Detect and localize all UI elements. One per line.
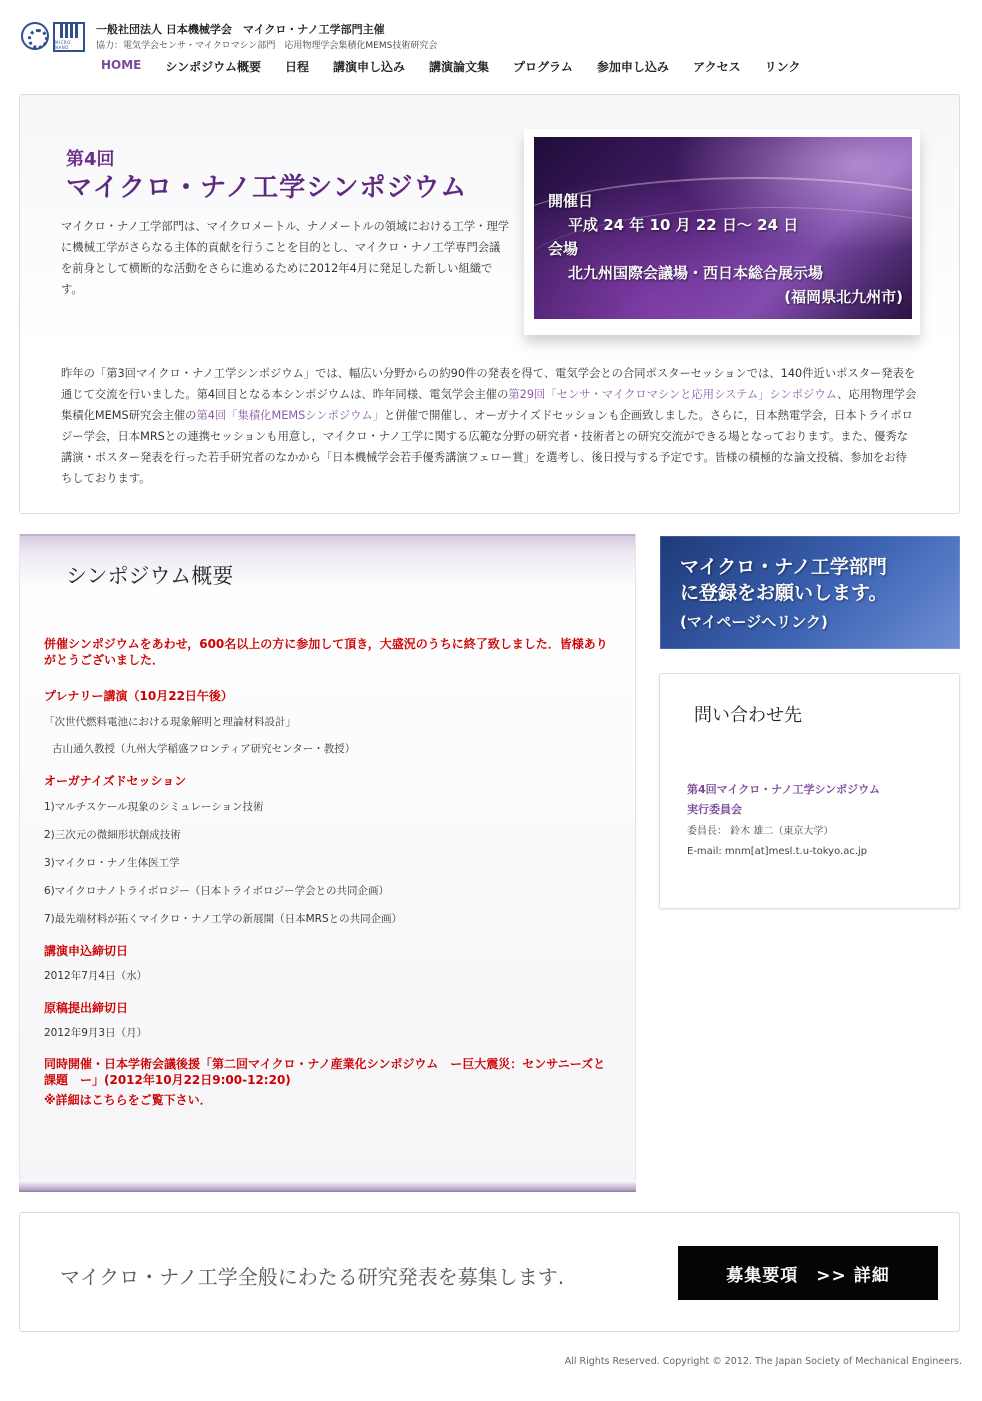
overview-section <box>19 534 636 1192</box>
call-for-papers-bar <box>19 1212 960 1332</box>
header <box>0 0 982 92</box>
venue-label: 会場 <box>548 240 579 258</box>
nav-talk-application[interactable]: 講演申し込み <box>333 60 406 74</box>
mems-symposium-link[interactable]: 第4回「集積化MEMSシンポジウム」 <box>196 409 384 422</box>
nav-links[interactable]: リンク <box>764 60 801 74</box>
nav-access[interactable]: アクセス <box>692 60 741 74</box>
intro-panel <box>19 94 960 514</box>
register-line-1: マイクロ・ナノ工学部門 <box>680 556 887 578</box>
date-label: 開催日 <box>548 192 594 210</box>
concurrent-event: 同時開催・日本学術会議後援「第二回マイクロ・ナノ産業化シンポジウム ー巨大震災：センサニーズと課題 ー」(2012年10月22日9:00-12:20) <box>44 1057 606 1087</box>
nav-proceedings[interactable]: 講演論文集 <box>429 60 490 74</box>
symposium-title: マイクロ・ナノ工学シンポジウム <box>66 173 468 203</box>
os-heading: オーガナイズドセッション <box>44 774 187 788</box>
contact-chair: 委員長： 鈴木 雄二（東京大学） <box>687 826 834 837</box>
contact-email[interactable]: E-mail: mnm[at]mesl.t.u-tokyo.ac.jp <box>687 846 868 857</box>
register-banner[interactable] <box>660 536 960 649</box>
overview-footer-bar <box>19 1180 636 1192</box>
copyright: All Rights Reserved. Copyright © 2012. The Japan Society of Mechanical Engineers. <box>564 1356 962 1367</box>
talk-deadline-value: 2012年7月4日（水） <box>44 970 148 982</box>
os-item: 6)マイクロナノトライボロジー（日本トライボロジー学会との共同企画） <box>44 885 389 897</box>
venue-city: (福岡県北九州市) <box>784 288 903 306</box>
contact-organization <box>687 780 880 820</box>
os-item: 1)マルチスケール現象のシミュレーション技術 <box>44 801 264 813</box>
contact-org-line-1: 第4回マイクロ・ナノ工学シンポジウム <box>687 783 881 796</box>
sensor-symposium-link[interactable]: 第29回「センサ・マイクロマシンと応用システム」シンポジウム <box>508 388 838 401</box>
nav-program[interactable]: プログラム <box>513 60 573 74</box>
cooperation-line: 協力：電気学会センサ・マイクロマシン部門 応用物理学会集積化MEMS技術研究会 <box>96 41 438 51</box>
micro-nano-logo-icon[interactable] <box>53 22 85 52</box>
nav-home[interactable]: HOME <box>101 58 142 72</box>
contact-heading: 問い合わせ先 <box>694 705 802 726</box>
register-line-2: に登録をお願いします。 <box>680 582 888 604</box>
intro-detail-paragraph <box>61 363 917 489</box>
overview-header <box>20 534 635 590</box>
nav-registration[interactable]: 参加申し込み <box>596 60 669 74</box>
event-banner-image <box>534 137 912 319</box>
venue-value: 北九州国際会議場・西日本総合展示場 <box>568 264 824 282</box>
society-logo-icon[interactable] <box>21 22 49 50</box>
nav-overview[interactable]: シンポジウム概要 <box>165 60 261 74</box>
date-value: 平成 24 年 10 月 22 日～ 24 日 <box>568 216 799 234</box>
plenary-heading: プレナリー講演（10月22日午後） <box>44 689 233 703</box>
plenary-title: 「次世代燃料電池における現象解明と理論材料設計」 <box>44 716 296 728</box>
event-banner <box>524 129 920 335</box>
os-item: 7)最先端材料が拓くマイクロ・ナノ工学の新展開（日本MRSとの共同企画） <box>44 913 403 925</box>
intro-text-c: と併催で開催し、オーガナイズドセッションも企画致しました。さらに，日本熱電学会，日本トライボロジー学会，日本MRSとの連携セッションも用意し，マイクロ・ナノ工学に関する広範な分野の研究者・技術者との研究交流ができる場となっております。また、優秀な講演・ポスター発表を行った若手研究者のなかから「日本機械学会若手優秀講演フェロー賞」を選考し、後日授与する予定です。皆様の積極的な論文投稿、参加をお待ちしております。 <box>61 409 913 485</box>
talk-deadline-heading: 講演申込締切日 <box>44 944 129 958</box>
register-line-3: (マイページへリンク) <box>680 613 828 631</box>
overview-heading: シンポジウム概要 <box>66 564 234 588</box>
symposium-number: 第4回 <box>66 149 115 170</box>
logo-text: MICRO NANO <box>55 40 71 50</box>
call-for-papers-button[interactable]: 募集要項 >> 詳細 <box>678 1246 938 1300</box>
nav-schedule[interactable]: 日程 <box>284 60 309 74</box>
main-nav <box>101 58 824 75</box>
plenary-speaker: 古山通久教授（九州大学稲盛フロンティア研究センター・教授） <box>52 743 356 755</box>
intro-text-b: 、応用物理学会集積化MEMS研究会主催の <box>61 388 917 422</box>
call-for-papers-message: マイクロ・ナノ工学全般にわたる研究発表を募集します. <box>60 1265 565 1289</box>
contact-org-line-2: 実行委員会 <box>687 803 742 816</box>
organizer-line: 一般社団法人 日本機械学会 マイクロ・ナノ工学部門主催 <box>96 23 385 36</box>
contact-info <box>687 822 867 862</box>
intro-paragraph: マイクロ・ナノ工学部門は、マイクロメートル、ナノメートルの領域における工学・理学に機械工学がさらなる主体的貢献を行うことを目的とし、マイクロ・ナノ工学専門会議を前身として横断的な活動をさらに進めるために2012年4月に発足した新しい組織です。 <box>61 220 510 296</box>
os-item: 2)三次元の微細形状創成技術 <box>44 829 181 841</box>
manuscript-deadline-heading: 原稿提出締切日 <box>44 1001 129 1015</box>
intro-text-a: 昨年の「第3回マイクロ・ナノ工学シンポジウム」では、幅広い分野からの約90件の発表を得て、電気学会との合同ポスターセッションでは、140件近いポスター発表を通じて交流を行いました。第4回目となる本シンポジウムは、昨年同様、電気学会主催の <box>61 367 916 401</box>
concurrent-detail-link[interactable]: ※詳細はこちらをご覧下さい． <box>44 1093 212 1107</box>
manuscript-deadline-value: 2012年9月3日（月） <box>44 1027 148 1039</box>
closing-notice: 併催シンポジウムをあわせ，600名以上の方に参加して頂き，大盛況のうちに終了致しました．皆様ありがとうございました． <box>44 637 608 667</box>
os-item: 3)マイクロ・ナノ生体医工学 <box>44 857 180 869</box>
event-banner-text <box>548 189 903 309</box>
contact-box <box>659 673 960 909</box>
